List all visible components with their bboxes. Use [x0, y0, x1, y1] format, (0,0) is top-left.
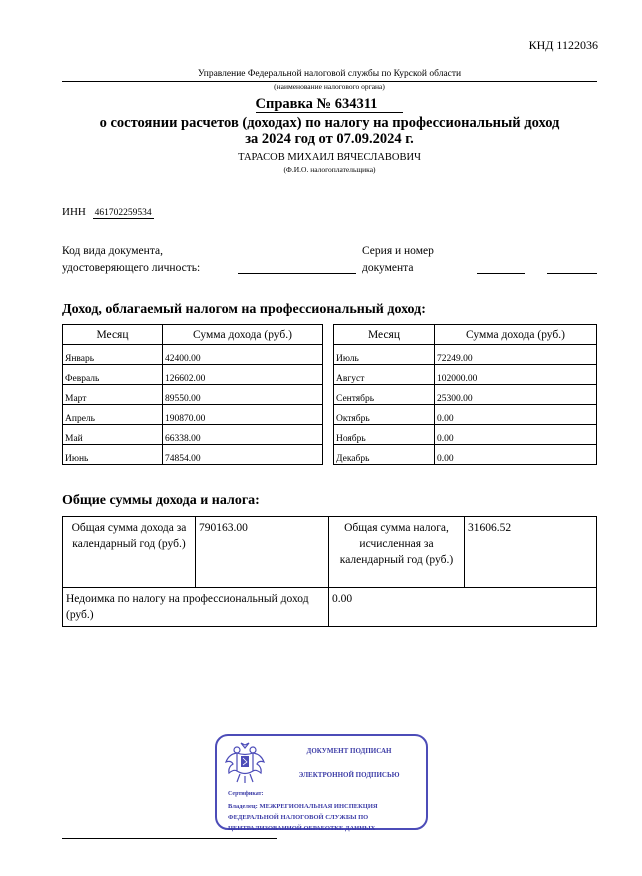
income-table-right	[333, 324, 597, 465]
arrears-value: 0.00	[329, 588, 597, 627]
col-sum: Сумма дохода (руб.)	[163, 325, 323, 345]
income-table-left	[62, 324, 323, 465]
stamp-line-2: ЭЛЕКТРОННОЙ ПОДПИСЬЮ	[298, 771, 400, 779]
stamp-line-1: ДОКУМЕНТ ПОДПИСАН	[306, 747, 392, 755]
col-month: Месяц	[334, 325, 435, 345]
inn-value: 461702259534	[94, 208, 152, 218]
table-row: Ноябрь 0.00	[334, 425, 597, 445]
table-row: Август 102000.00	[334, 365, 597, 385]
tax-authority: Управление Федеральной налоговой службы по Курской области	[62, 68, 597, 82]
total-tax-value: 31606.52	[465, 517, 597, 588]
form-code: КНД 1122036	[528, 38, 598, 52]
table-row: Сентябрь 25300.00	[334, 385, 597, 405]
table-row: Октябрь 0.00	[334, 405, 597, 425]
number-blank	[547, 273, 597, 274]
taxpayer-name-note: (Ф.И.О. налогоплательщика)	[283, 165, 376, 174]
certificate-period: за 2024 год от 07.09.2024 г.	[245, 131, 414, 147]
certificate-subject: о состоянии расчетов (доходах) по налогу на профессиональный доход	[99, 115, 560, 131]
table-row: Май 66338.00	[63, 425, 323, 445]
signature-line	[62, 838, 277, 839]
series-label: Серия и номер документа	[362, 245, 434, 274]
total-income-value: 790163.00	[196, 517, 329, 588]
doc-code-blank	[238, 273, 356, 274]
arrears-label: Недоимка по налогу на профессиональный доход (руб.)	[63, 588, 329, 627]
total-tax-label: Общая сумма налога, исчисленная за календарный год (руб.)	[329, 517, 465, 588]
certificate-number: Справка № 634311	[62, 96, 597, 113]
stamp-certificate: Сертификат:	[228, 791, 264, 797]
table-row: Апрель 190870.00	[63, 405, 323, 425]
inn-field	[62, 206, 154, 219]
total-income-label: Общая сумма дохода за календарный год (руб.)	[63, 517, 196, 588]
table-row: Июнь 74854.00	[63, 445, 323, 465]
col-sum: Сумма дохода (руб.)	[435, 325, 597, 345]
doc-code-label: Код вида документа, удостоверяющего личность:	[62, 245, 201, 274]
stamp-owner: Владелец: МЕЖРЕГИОНАЛЬНАЯ ИНСПЕКЦИЯ ФЕДЕРАЛЬНОЙ НАЛОГОВОЙ СЛУЖБЫ ПО ЦЕНТРАЛИЗОВАННОЙ ОБРАБОТКЕ ДАННЫХ	[228, 803, 378, 832]
series-blank	[477, 273, 525, 274]
inn-label: ИНН	[62, 206, 86, 218]
table-row: Декабрь 0.00	[334, 445, 597, 465]
table-row: Март 89550.00	[63, 385, 323, 405]
totals-heading: Общие суммы дохода и налога:	[62, 493, 260, 508]
income-heading: Доход, облагаемый налогом на профессиональный доход:	[62, 302, 426, 317]
totals-table	[62, 516, 597, 627]
col-month: Месяц	[63, 325, 163, 345]
table-row: Февраль 126602.00	[63, 365, 323, 385]
taxpayer-name: ТАРАСОВ МИХАИЛ ВЯЧЕСЛАВОВИЧ	[238, 152, 421, 163]
double-headed-eagle-emblem	[223, 740, 267, 786]
electronic-signature-stamp	[215, 734, 428, 830]
table-row: Январь 42400.00	[63, 345, 323, 365]
table-row: Июль 72249.00	[334, 345, 597, 365]
tax-authority-note: (наименование налогового органа)	[274, 82, 385, 91]
